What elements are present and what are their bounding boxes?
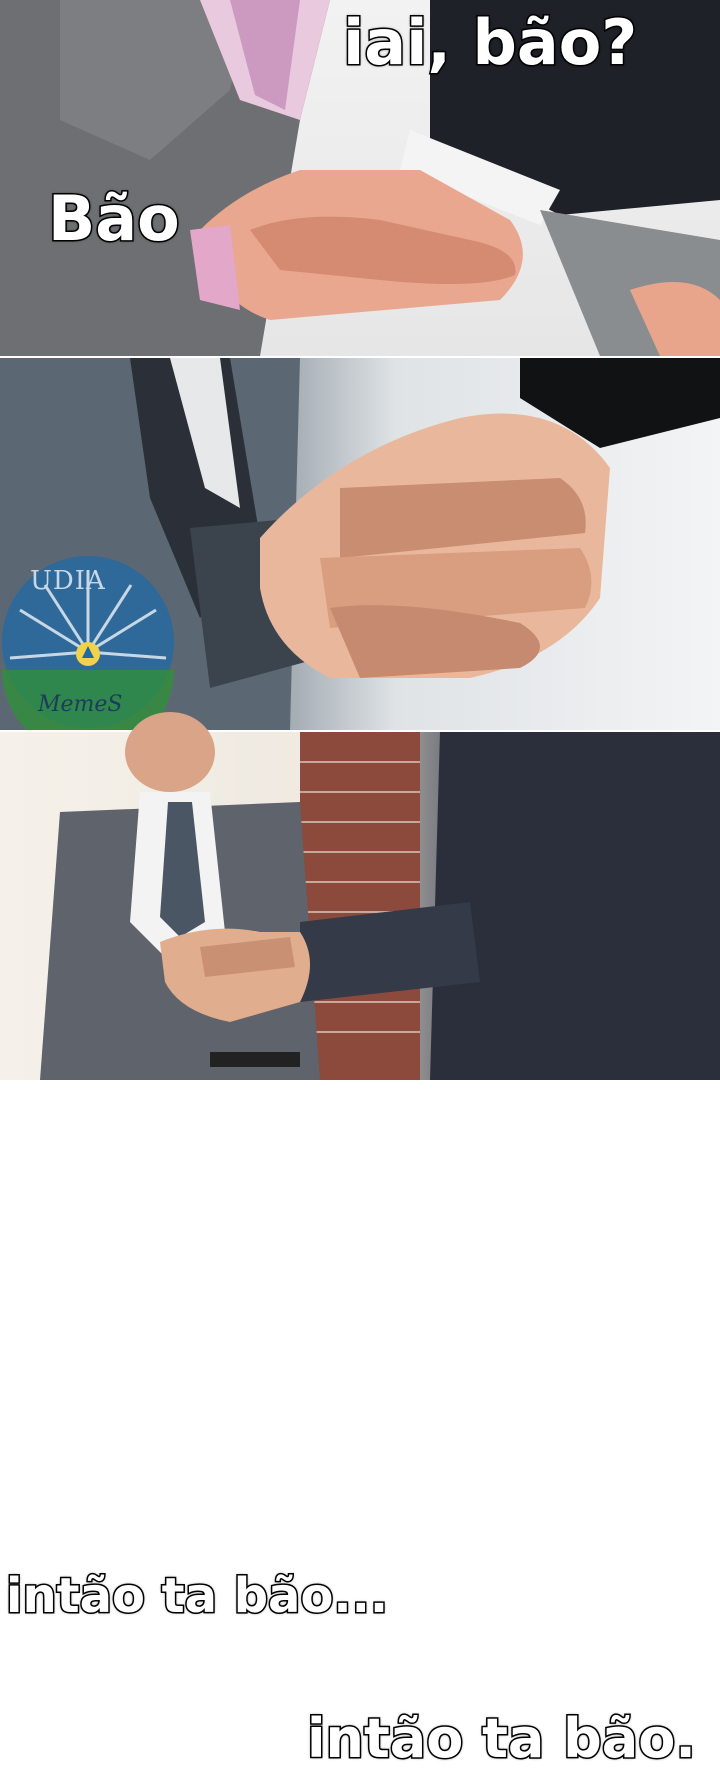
caption-greeting: iai, bão? [343, 6, 638, 79]
panel-3-handshake [0, 732, 720, 1770]
logo-bottom-text: MemeS [38, 692, 123, 717]
caption-then-ok-2: intão ta bão. [307, 1707, 696, 1770]
panel-1-handshake [0, 0, 720, 356]
caption-then-ok-1: intão ta bão... [6, 1568, 389, 1624]
caption-reply: Bão [48, 182, 180, 255]
logo-top-text: UDIA [30, 566, 106, 596]
handshake-illustration-3 [0, 732, 720, 1080]
